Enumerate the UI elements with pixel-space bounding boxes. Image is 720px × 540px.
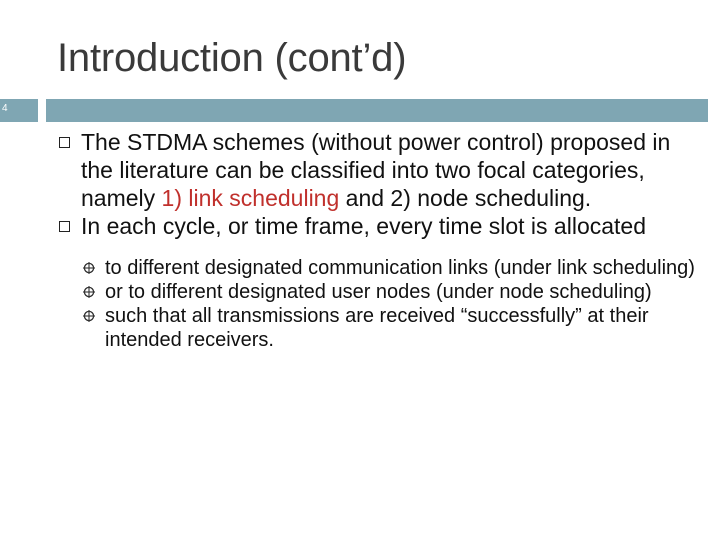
crosshair-circle-icon [83,262,95,274]
bullet-item [57,212,697,240]
sub-bullet-text: or to different designated user nodes (under node scheduling) [105,281,652,303]
slide-content [57,128,697,352]
title-divider-bar [46,99,708,122]
bullet-highlight: 1) link scheduling [161,185,340,211]
sub-bullet-item [81,280,697,304]
bullet-text: and 2) node scheduling. [339,185,592,211]
crosshair-circle-icon [83,286,95,298]
sub-bullet-item [81,304,697,352]
sub-bullet-item [81,256,697,280]
bullet-text: The STDMA schemes (without power control) proposed in the literature can be classified into two focal categories, namely [81,129,671,211]
sub-bullet-list [57,256,697,352]
slide-number: 4 [2,103,8,114]
crosshair-circle-icon [83,310,95,322]
sub-bullet-text: to different designated communication links (under link scheduling) [105,257,695,279]
hollow-square-icon [59,137,70,148]
slide-title: Introduction (cont’d) [57,36,407,80]
bullet-item [57,128,697,212]
hollow-square-icon [59,221,70,232]
sub-bullet-text: such that all transmissions are received “successfully” at their intended receivers. [105,305,649,351]
bullet-text: In each cycle, or time frame, every time slot is allocated [81,213,646,239]
